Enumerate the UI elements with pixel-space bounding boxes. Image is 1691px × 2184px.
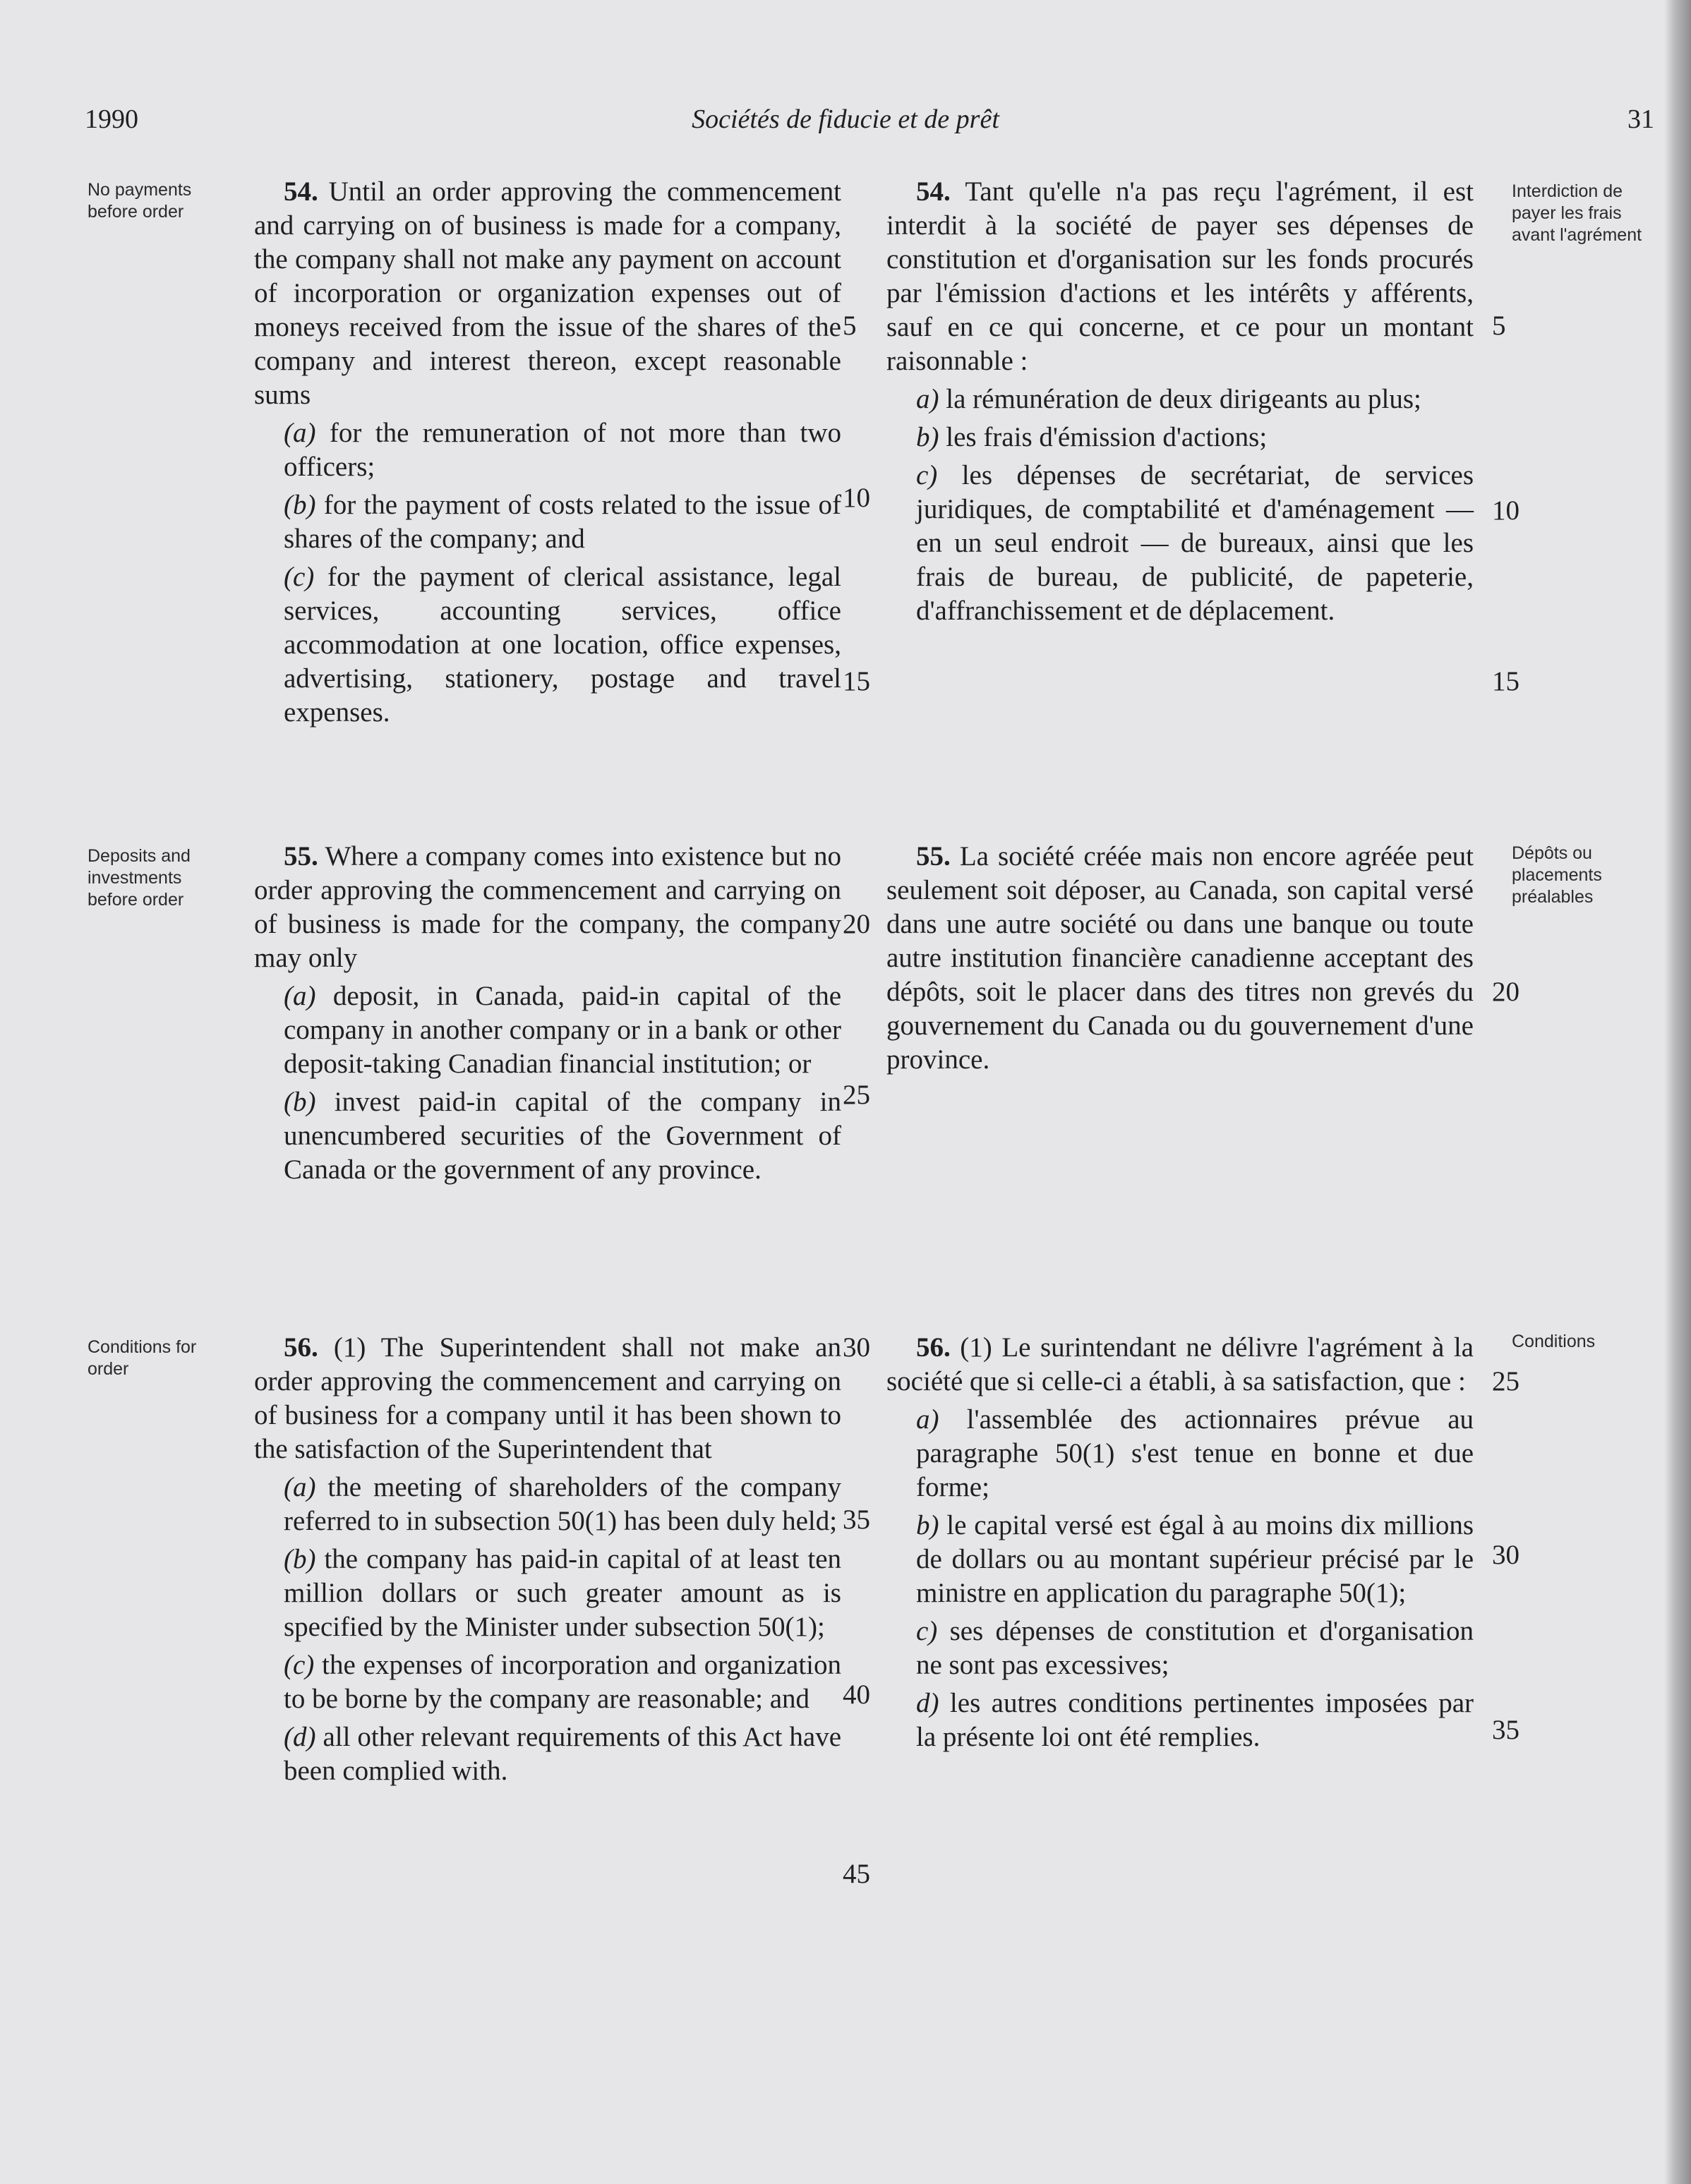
section-54-fr-intro: 54. Tant qu'elle n'a pas reçu l'agrément, il est interdit à la société de payer ses dépenses de constitution et d'organisation sur les fonds procurés par l'émission d'actions et les intérêts y afférents, sauf en ce qui concerne, et ce pour un montant raisonnable : bbox=[886, 176, 1474, 376]
section-56-fr-intro: 56. (1) Le surintendant ne délivre l'agrément à la société que si celle-ci a établi, à sa satisfaction, que : bbox=[886, 1332, 1474, 1396]
section-55-en-item-a: (a) deposit, in Canada, paid-in capital of the company in another company or in a bank or other deposit-taking Canadian financial institution; or bbox=[284, 981, 842, 1079]
line-number: 15 bbox=[1492, 666, 1520, 696]
line-number: 25 bbox=[1492, 1366, 1520, 1396]
section-56-en-intro: 56. (1) The Superintendent shall not make an order approving the commencement and carrying on of business for a company until it has been shown to the satisfaction of the Superintendent that bbox=[254, 1332, 841, 1464]
section-54-fr-item-b: b) les frais d'émission d'actions; bbox=[916, 422, 1268, 452]
section-56-fr-item-d: d) les autres conditions pertinentes imposées par la présente loi ont été remplies. bbox=[916, 1688, 1474, 1752]
section-54-en-item-c: (c) for the payment of clerical assistance, legal services, accounting services, office accommodation at one location, office expenses, advertising, stationery, postage and travel expenses. bbox=[284, 562, 841, 728]
page-binding-edge bbox=[1664, 0, 1691, 2184]
section-56-en-item-b: (b) the company has paid-in capital of at least ten million dollars or such greater amount as is specified by the Minister under subsection 50(1); bbox=[284, 1544, 842, 1642]
line-number: 20 bbox=[1492, 977, 1520, 1007]
section-54-fr-item-c: c) les dépenses de secrétariat, de services juridiques, de comptabilité et d'aménagement — en un seul endroit — de bureaux, ainsi que les frais de bureau, de publicité, de papeterie, d'affranchissement et de déplacement. bbox=[916, 460, 1474, 626]
section-54-en-intro: 54. Until an order approving the commencement and carrying on of business is made for a company, the company shall not make any payment on account of incorporation or organization expenses out of moneys received from the issue of the shares of the company and interest thereon, except reasonable sums bbox=[254, 176, 842, 410]
section-56-en-item-a: (a) the meeting of shareholders of the company referred to in subsection 50(1) has been duly held; bbox=[284, 1472, 841, 1536]
section-54-en-item-b: (b) for the payment of costs related to the issue of shares of the company; and bbox=[284, 490, 842, 554]
section-56-en-item-d: (d) all other relevant requirements of this Act have been complied with. bbox=[284, 1722, 841, 1786]
section-56-fr-item-c: c) ses dépenses de constitution et d'organisation ne sont pas excessives; bbox=[916, 1616, 1474, 1680]
section-55-en-intro: 55. Where a company comes into existence but no order approving the commencement and carrying on of business is made for the company, the company may only bbox=[254, 841, 842, 973]
line-number: 40 bbox=[843, 1679, 870, 1710]
section-56-en-item-c: (c) the expenses of incorporation and organization to be borne by the company are reasonable; and bbox=[284, 1650, 841, 1714]
header-year: 1990 bbox=[85, 104, 138, 134]
margin-note-en-54: No payments before order bbox=[88, 180, 192, 222]
section-55-fr bbox=[886, 840, 1474, 1077]
margin-note-en-55: Deposits and investments before order bbox=[88, 846, 191, 910]
line-number: 15 bbox=[843, 666, 870, 696]
line-number: 30 bbox=[843, 1332, 870, 1363]
line-number: 10 bbox=[843, 483, 870, 513]
section-54-fr-item-a: a) la rémunération de deux dirigeants au plus; bbox=[916, 384, 1421, 414]
section-56-fr-item-a: a) l'assemblée des actionnaires prévue au paragraphe 50(1) s'est tenue en bonne et due forme; bbox=[916, 1404, 1474, 1502]
section-56-en bbox=[254, 1331, 841, 1788]
line-number: 5 bbox=[843, 310, 857, 341]
section-54-en bbox=[254, 175, 841, 730]
section-55-en bbox=[254, 840, 841, 1187]
margin-note-en-56: Conditions for order bbox=[88, 1337, 197, 1379]
line-number: 5 bbox=[1492, 310, 1506, 341]
section-number: 54. bbox=[284, 176, 318, 207]
section-54-fr bbox=[886, 175, 1474, 628]
section-56-fr-item-b: b) le capital versé est égal à au moins dix millions de dollars ou au montant supérieur précisé par le ministre en application du paragraphe 50(1); bbox=[916, 1510, 1474, 1608]
line-number: 35 bbox=[1492, 1715, 1520, 1745]
section-55-fr-intro: 55. La société créée mais non encore agréée peut seulement soit déposer, au Canada, son capital versé dans une autre société ou dans une banque ou toute autre institution financière canadienne acceptant des dépôts, soit le placer dans des titres non grevés du gouvernement du Canada ou du gouvernement d'une province. bbox=[886, 841, 1474, 1075]
section-56-fr bbox=[886, 1331, 1474, 1754]
header-title: Sociétés de fiducie et de prêt bbox=[692, 104, 999, 134]
line-number: 10 bbox=[1492, 495, 1520, 526]
section-55-en-item-b: (b) invest paid-in capital of the company in unencumbered securities of the Government of Canada or the government of any province. bbox=[284, 1087, 841, 1185]
section-54-en-item-a: (a) for the remuneration of not more than two officers; bbox=[284, 418, 841, 482]
line-number: 30 bbox=[1492, 1540, 1520, 1570]
line-number: 20 bbox=[843, 909, 870, 939]
line-number: 35 bbox=[843, 1504, 870, 1535]
line-number: 25 bbox=[843, 1080, 870, 1110]
margin-note-fr-55: Dépôts ou placements préalables bbox=[1512, 843, 1602, 907]
header-page-number: 31 bbox=[1627, 104, 1654, 134]
line-number: 45 bbox=[843, 1859, 870, 1889]
margin-note-fr-56: Conditions bbox=[1512, 1332, 1596, 1351]
margin-note-fr-54: Interdiction de payer les frais avant l'agrément bbox=[1512, 181, 1642, 245]
